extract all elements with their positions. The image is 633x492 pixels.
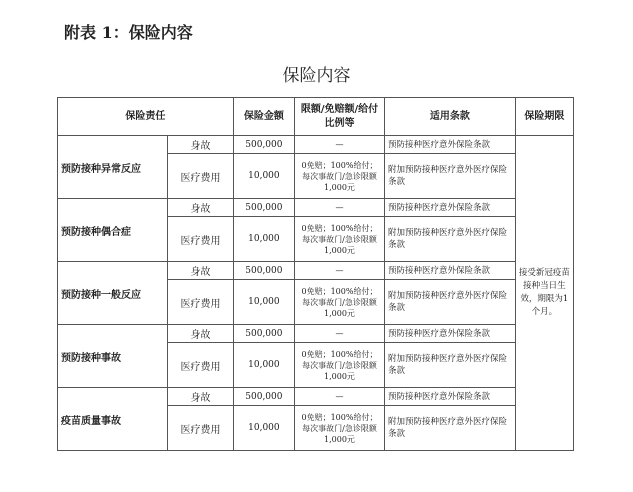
amount-header: 保险金额 bbox=[233, 98, 294, 136]
insured-amount: 500,000 bbox=[233, 199, 294, 217]
coverage-item: 医疗费用 bbox=[168, 406, 233, 451]
table-row bbox=[58, 325, 574, 343]
period-header: 保险期限 bbox=[515, 98, 573, 136]
insured-amount: 500,000 bbox=[233, 388, 294, 406]
insurance-table bbox=[57, 97, 574, 451]
clause-text: 附加预防接种医疗意外医疗保险条款 bbox=[384, 406, 515, 451]
insured-amount: 500,000 bbox=[233, 325, 294, 343]
clause-text: 附加预防接种医疗意外医疗保险条款 bbox=[384, 343, 515, 388]
limit-text: 0免赔；100%给付；每次事故门/急诊限额1,000元 bbox=[295, 280, 385, 325]
table-row bbox=[58, 262, 574, 280]
coverage-item: 医疗费用 bbox=[168, 343, 233, 388]
insurance-period: 接受新冠疫苗接种当日生效，期限为1个月。 bbox=[515, 136, 573, 451]
coverage-item: 身故 bbox=[168, 136, 233, 154]
coverage-name: 预防接种偶合症 bbox=[58, 199, 168, 262]
limit-text: — bbox=[295, 388, 385, 406]
insured-amount: 500,000 bbox=[233, 136, 294, 154]
table-row bbox=[58, 199, 574, 217]
clause-text: 附加预防接种医疗意外医疗保险条款 bbox=[384, 280, 515, 325]
coverage-item: 医疗费用 bbox=[168, 154, 233, 199]
coverage-item: 医疗费用 bbox=[168, 280, 233, 325]
coverage-item: 身故 bbox=[168, 262, 233, 280]
insured-amount: 10,000 bbox=[233, 217, 294, 262]
insured-amount: 10,000 bbox=[233, 154, 294, 199]
limit-text: — bbox=[295, 199, 385, 217]
coverage-name: 预防接种事故 bbox=[58, 325, 168, 388]
limit-text: 0免赔；100%给付；每次事故门/急诊限额1,000元 bbox=[295, 343, 385, 388]
clause-text: 预防接种医疗意外保险条款 bbox=[384, 199, 515, 217]
clause-text: 预防接种医疗意外保险条款 bbox=[384, 136, 515, 154]
coverage-name: 预防接种一般反应 bbox=[58, 262, 168, 325]
appendix-heading: 附表 1：保险内容 bbox=[64, 23, 193, 42]
limit-text: — bbox=[295, 325, 385, 343]
insured-amount: 500,000 bbox=[233, 262, 294, 280]
insured-amount: 10,000 bbox=[233, 406, 294, 451]
coverage-item: 身故 bbox=[168, 199, 233, 217]
coverage-item: 医疗费用 bbox=[168, 217, 233, 262]
clause-text: 预防接种医疗意外保险条款 bbox=[384, 262, 515, 280]
coverage-header: 保险责任 bbox=[58, 98, 234, 136]
clause-text: 预防接种医疗意外保险条款 bbox=[384, 388, 515, 406]
document-title: 保险内容 bbox=[282, 66, 351, 86]
clauses-header: 适用条款 bbox=[384, 98, 515, 136]
coverage-item: 身故 bbox=[168, 388, 233, 406]
limit-text: — bbox=[295, 136, 385, 154]
table-row bbox=[58, 136, 574, 154]
insurance-table-body bbox=[58, 98, 574, 451]
table-row bbox=[58, 388, 574, 406]
coverage-name: 预防接种异常反应 bbox=[58, 136, 168, 199]
clause-text: 附加预防接种医疗意外医疗保险条款 bbox=[384, 154, 515, 199]
clause-text: 预防接种医疗意外保险条款 bbox=[384, 325, 515, 343]
limit-text: 0免赔；100%给付；每次事故门/急诊限额1,000元 bbox=[295, 217, 385, 262]
coverage-item: 身故 bbox=[168, 325, 233, 343]
insured-amount: 10,000 bbox=[233, 280, 294, 325]
limit-text: 0免赔；100%给付；每次事故门/急诊限额1,000元 bbox=[295, 406, 385, 451]
limits-header: 限额/免赔额/给付比例等 bbox=[295, 98, 385, 136]
header-row bbox=[58, 98, 574, 136]
limit-text: — bbox=[295, 262, 385, 280]
coverage-name: 疫苗质量事故 bbox=[58, 388, 168, 451]
clause-text: 附加预防接种医疗意外医疗保险条款 bbox=[384, 217, 515, 262]
limit-text: 0免赔；100%给付；每次事故门/急诊限额1,000元 bbox=[295, 154, 385, 199]
insured-amount: 10,000 bbox=[233, 343, 294, 388]
